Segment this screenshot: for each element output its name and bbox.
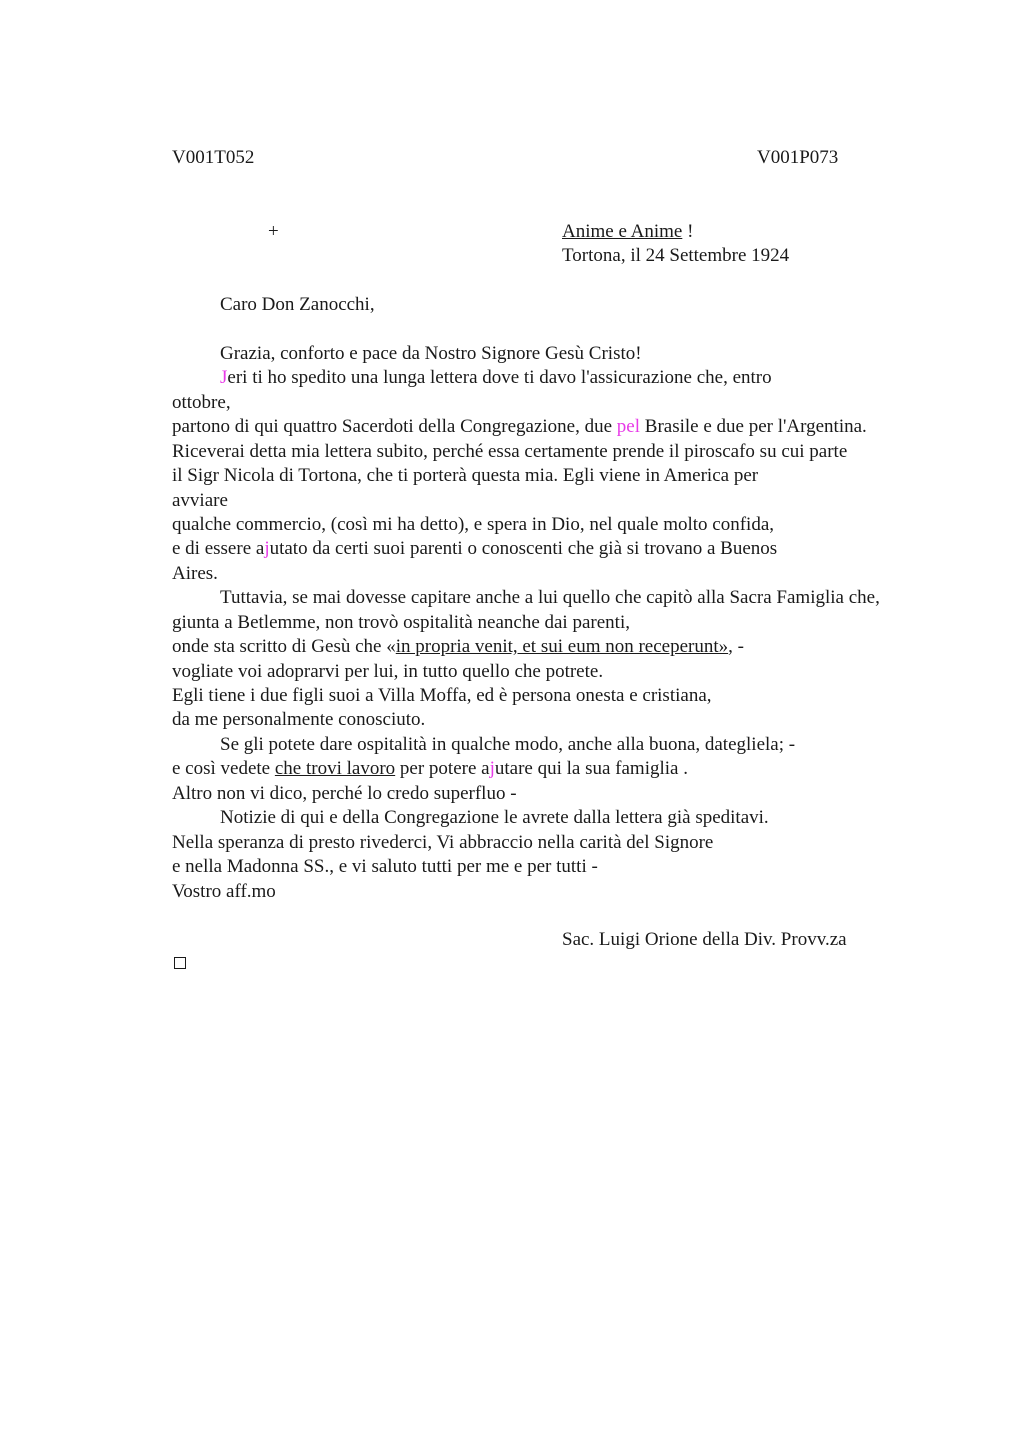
line-text: onde sta scritto di Gesù che « — [172, 636, 396, 657]
line-text: e così vedete — [172, 758, 275, 779]
letter-line: Aires. — [172, 563, 218, 584]
letter-line: Tuttavia, se mai dovesse capitare anche a lui quello che capitò alla Sacra Famiglia che, — [220, 587, 880, 608]
letter-line: da me personalmente conosciuto. — [172, 709, 426, 730]
underlined-phrase: che trovi lavoro — [274, 758, 396, 779]
signature: Sac. Luigi Orione della Div. Provv.za — [562, 929, 847, 950]
letter-line: Notizie di qui e della Congregazione le avrete dalla lettera già speditavi. — [220, 807, 769, 828]
greeting: Grazia, conforto e pace da Nostro Signore Gesù Cristo! — [220, 343, 642, 364]
letter-line: il Sigr Nicola di Tortona, che ti porterà questa mia. Egli viene in America per — [172, 465, 759, 486]
letter-line: avviare — [172, 490, 228, 511]
motto-suffix: ! — [682, 221, 694, 242]
correction-mark: pel — [616, 416, 641, 437]
letter-line: vogliate voi adoprarvi per lui, in tutto quello che potrete. — [172, 661, 604, 682]
line-text: utato da certi suoi parenti o conoscenti che già si trovano a Buenos — [269, 538, 778, 559]
letter-line — [172, 537, 777, 561]
letter-line — [172, 757, 688, 781]
letter-line: Riceverai detta mia lettera subito, perché essa certamente prende il piroscafo su cui parte — [172, 441, 848, 462]
correction-mark: J — [220, 367, 228, 388]
letter-line — [172, 635, 744, 659]
letter-line: Nella speranza di presto rivederci, Vi abbraccio nella carità del Signore — [172, 832, 714, 853]
line-text: eri ti ho spedito una lunga lettera dove ti davo l'assicurazione che, entro — [227, 367, 772, 388]
place-date: Tortona, il 24 Settembre 1924 — [562, 245, 790, 266]
letter-line: Altro non vi dico, perché lo credo superfluo - — [172, 783, 517, 804]
letter-line: giunta a Betlemme, non trovò ospitalità neanche dai parenti, — [172, 612, 630, 633]
line-text: Brasile e due per l'Argentina. — [640, 416, 867, 437]
letter-line: ottobre, — [172, 392, 231, 413]
page-code-right: V001P073 — [757, 147, 839, 168]
letter-line: qualche commercio, (così mi ha detto), e spera in Dio, nel quale molto confida, — [172, 514, 774, 535]
motto: Anime e Anime — [562, 221, 683, 242]
line-text: utare qui la sua famiglia . — [494, 758, 688, 779]
cross-symbol: + — [268, 221, 279, 242]
closing: Vostro aff.mo — [172, 881, 276, 902]
square-symbol — [174, 957, 186, 969]
correction-mark: j — [264, 538, 270, 559]
letter-line: Egli tiene i due figli suoi a Villa Moffa, ed è persona onesta e cristiana, — [172, 685, 712, 706]
document-code-left: V001T052 — [172, 147, 255, 168]
line-text: , - — [728, 636, 744, 657]
line-text: per potere a — [395, 758, 490, 779]
letter-line: Se gli potete dare ospitalità in qualche modo, anche alla buona, dategliela; - — [220, 734, 796, 755]
line-text: partono di qui quattro Sacerdoti della Congregazione, due — [172, 416, 617, 437]
line-text: e di essere a — [172, 538, 265, 559]
correction-mark: j — [489, 758, 495, 779]
letter-line — [220, 366, 772, 390]
letter-line: e nella Madonna SS., e vi saluto tutti per me e per tutti - — [172, 856, 598, 877]
latin-quote: in propria venit, et sui eum non receperunt» — [395, 636, 729, 657]
letter-line — [172, 415, 867, 439]
motto-line — [562, 220, 693, 244]
salutation: Caro Don Zanocchi, — [220, 294, 375, 315]
